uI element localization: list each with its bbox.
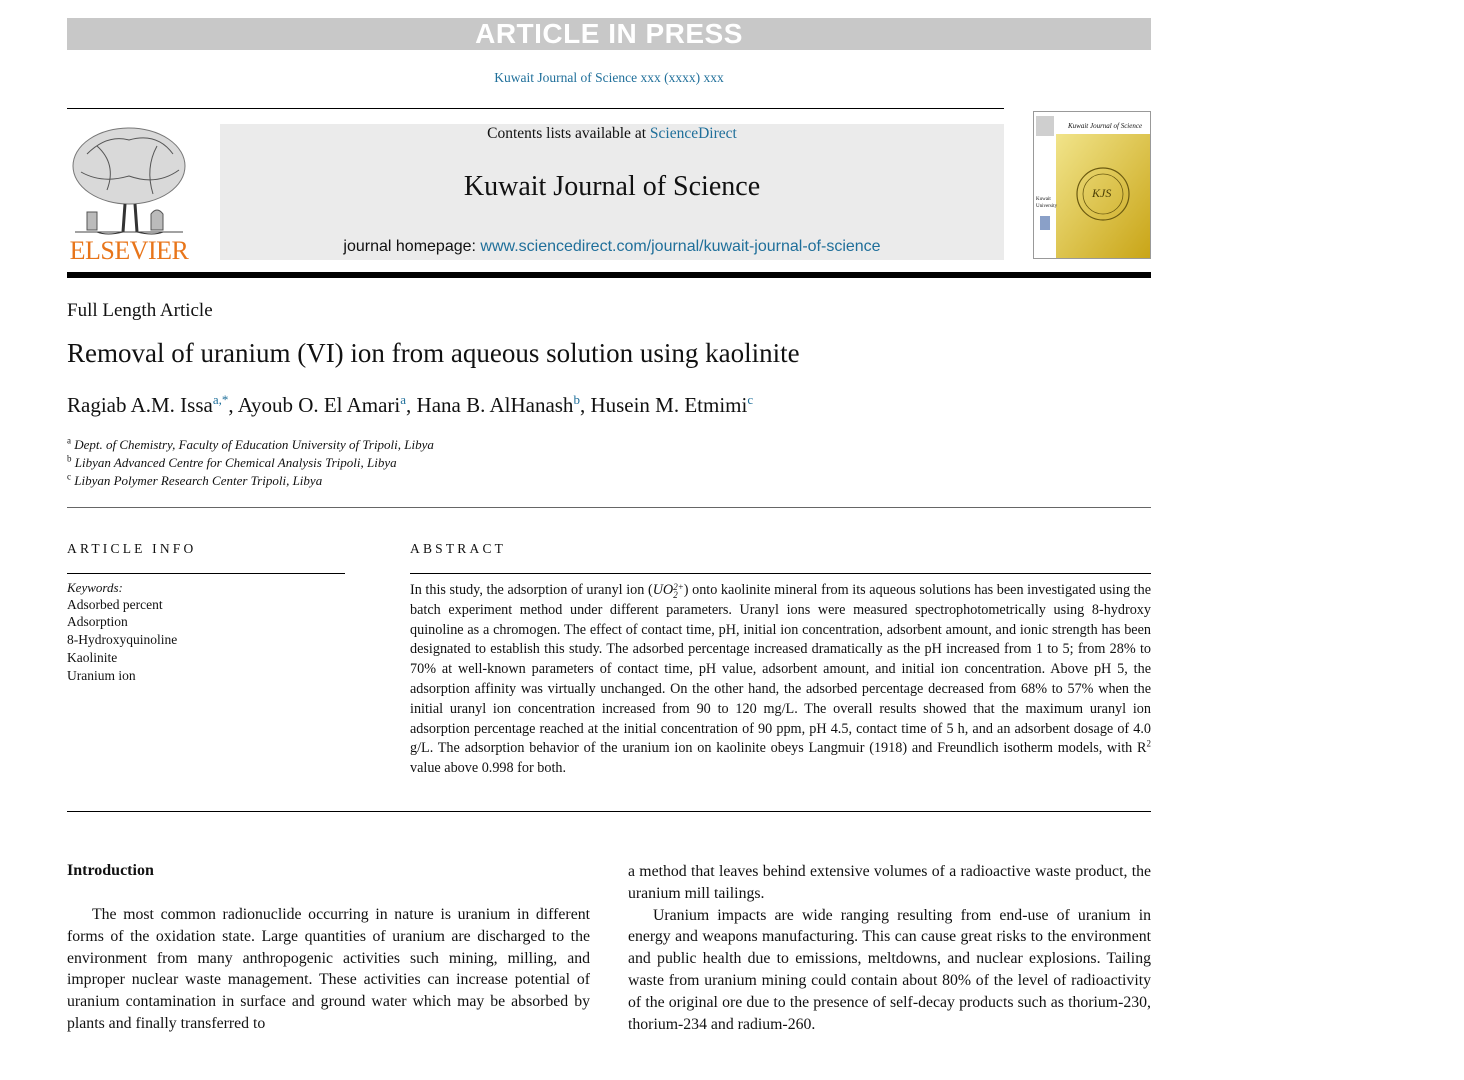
intro-column-right (628, 861, 1151, 1035)
introduction-heading: Introduction (67, 862, 154, 879)
author-name[interactable]: Husein M. Etmimi (590, 393, 748, 417)
thick-header-rule (67, 272, 1151, 278)
article-in-press-banner: ARTICLE IN PRESS (67, 18, 1151, 50)
journal-title: Kuwait Journal of Science (463, 171, 761, 202)
author-separator: , (228, 393, 238, 417)
article-title: Removal of uranium (VI) ion from aqueous solution using kaolinite (67, 338, 800, 368)
keyword-item: 8-Hydroxyquinoline (67, 632, 178, 647)
journal-cover-thumbnail[interactable] (1033, 111, 1151, 259)
author-list (67, 393, 753, 418)
elsevier-wordmark: ELSEVIER (69, 236, 189, 265)
author-affiliation-mark[interactable]: b (573, 392, 580, 407)
author-separator: , (406, 393, 417, 417)
article-type: Full Length Article (67, 300, 213, 321)
abstract-text: In this study, the adsorption of uranyl ion (UO 2+ 2 ) onto kaolinite mineral from its aqueous solutions has been investigated using the batch experiment method under different parameters. Uranyl ions were measured spectrophotometrically using 8-hydroxy quinoline as a chromogen. The effect of contact time, pH, initial ion concentration, adsorbent amount, and ionic strength has been designated to establish this study. The adsorbed percentage increased dramatically as the pH increased from 1 to 5; from 28% to 70% at well-known parameters of contact time, pH value, adsorbent amount, and initial ion concentration. Above pH 5, the adsorption affinity was virtually unchanged. On the other hand, the adsorbed percentage decreased from 68% to 57% when the initial uranyl ion concentration increased from 90 to 120 mg/L. The overall results showed that the maximum uranyl ion adsorption percentage reached at the initial concentration of 90 ppm, pH 4.5, contact time of 5 h, and an adsorbent dosage of 4.0 g/L. The adsorption behavior of the uranium ion on kaolinite obeys Langmuir (1918) and Freundlich isotherm models, with $R^2$ value above 0.998 for both. (410, 581, 1151, 777)
cover-title: Kuwait Journal of Science (1068, 122, 1143, 130)
cover-seal-text: KJS (1092, 186, 1112, 200)
keyword-item: Kaolinite (67, 650, 118, 665)
keyword-item: Uranium ion (67, 668, 136, 683)
author-affiliation-mark[interactable]: c (747, 392, 754, 407)
author-affiliation-mark[interactable]: a (400, 392, 407, 407)
keywords-rule (67, 573, 345, 574)
author-name[interactable]: Ragiab A.M. Issa (67, 393, 213, 417)
cover-side-text: Kuwait University (1036, 197, 1058, 209)
author-separator: , (579, 393, 591, 417)
top-rule (67, 108, 1004, 109)
abstract-heading: ABSTRACT (410, 541, 507, 556)
abstract-end-rule (67, 811, 1151, 812)
intro-paragraph: Uranium impacts are wide ranging resulting from end-use of uranium in energy and weapons manufacturing. This can cause great risks to the environment and public health due to emissions, meltdowns, and nuclear explosions. Tailing waste from uranium mining could contain about 80% of the level of radioactivity of the original ore due to the presence of self-decay products such as thorium-230, thorium-234 and radium-260. (628, 906, 1151, 1033)
cover-artwork (1034, 112, 1150, 258)
homepage-line (220, 238, 1004, 256)
author-affiliation-mark[interactable]: a,* (212, 392, 229, 407)
intro-paragraph: a method that leaves behind extensive volumes of a radioactive waste product, the uranium mill tailings. (628, 863, 1151, 902)
keywords-label: Keywords: (67, 580, 123, 595)
contents-line (220, 125, 1004, 143)
intro-column-left: The most common radionuclide occurring in nature is uranium in different forms of the oxidation state. Large quantities of uranium are discharged to the environment from many anthropogenic activities such mining, milling, and improper nuclear waste management. These activities can increase potential of uranium contamination in surface and ground water which may be absorbed by plants and finally transferred to (67, 906, 590, 1032)
keyword-item: Adsorbed percent (67, 597, 163, 612)
abstract-rule (410, 573, 1151, 574)
affiliation-a: $^a$ Dept. of Chemistry, Faculty of Education University of Tripoli, Libya (67, 435, 434, 452)
section-rule (67, 507, 1151, 508)
uranyl-formula: UO 2+ 2 (652, 581, 684, 600)
author-name[interactable]: Ayoub O. El Amari (237, 393, 401, 417)
journal-citation[interactable]: Kuwait Journal of Science xxx (xxxx) xxx (494, 70, 724, 85)
journal-homepage-link[interactable]: www.sciencedirect.com/journal/kuwait-journal-of-science (480, 238, 881, 255)
contents-prefix: Contents lists available at (487, 125, 650, 142)
affiliation-c: $^c$ Libyan Polymer Research Center Tripoli, Libya (67, 471, 323, 488)
author-name[interactable]: Hana B. AlHanash (416, 393, 574, 417)
keyword-item: Adsorption (67, 614, 128, 629)
article-info-heading: ARTICLE INFO (67, 541, 197, 556)
sciencedirect-link[interactable]: ScienceDirect (649, 125, 737, 142)
homepage-prefix: journal homepage: (343, 238, 481, 255)
affiliation-b: $^b$ Libyan Advanced Centre for Chemical Analysis Tripoli, Libya (67, 453, 397, 470)
